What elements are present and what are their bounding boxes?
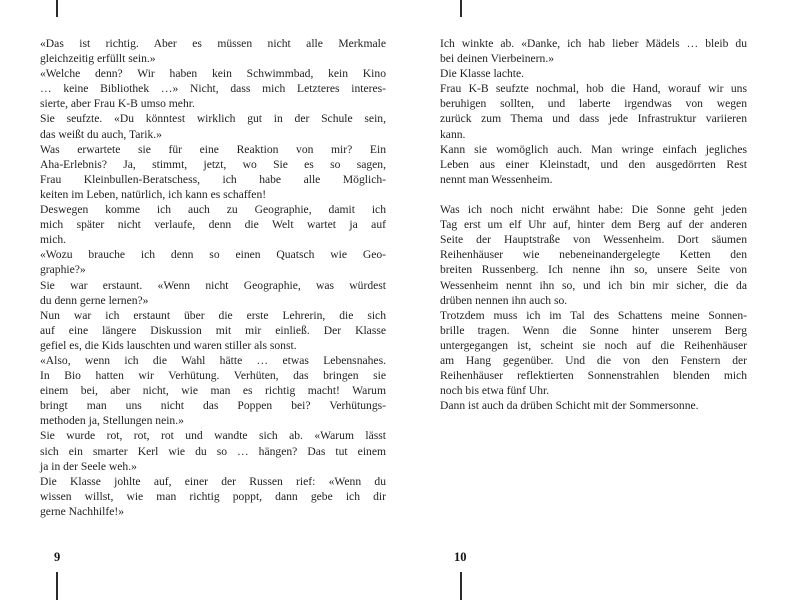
- text-line: auf eine längere Diskussion mit mir einließ. Der Klasse: [40, 323, 386, 337]
- text-line: beruhigen sollten, und laberte irgendwas von wegen: [440, 97, 747, 111]
- paragraph: [40, 247, 386, 277]
- text-line: Nun war ich erstaunt über die erste Lehrerin, die sich: [40, 308, 386, 322]
- paragraph: [40, 308, 386, 353]
- text-line: einem bei, aber nicht, wie man es richtig macht! Warum: [40, 384, 386, 398]
- paragraph: [40, 474, 386, 519]
- paragraph: [40, 111, 386, 141]
- text-line: methoden ja, Stellungen nein.»: [40, 414, 184, 428]
- text-line: keiten im Leben, natürlich, ich kann es schaffen!: [40, 187, 267, 201]
- text-line: In Bio hatten wir Verhütung. Verhüten, das bringen sie: [40, 369, 386, 383]
- paragraph: [40, 202, 386, 247]
- text-line: gleichzeitig erfüllt sein.»: [40, 52, 156, 66]
- text-line: «Wozu brauche ich denn so einen Quatsch wie Geo-: [40, 248, 386, 262]
- text-line: gerne Nachhilfe!»: [40, 504, 125, 518]
- text-line: Sie seufzte. «Du könntest wirklich gut in der Schule sein,: [40, 112, 386, 126]
- text-line: Wessenheim nennt ihn so, und ich bin mir sicher, die da: [440, 278, 747, 292]
- text-line: … keine Bibliothek …» Nicht, dass mich Letzteres interes-: [40, 82, 386, 96]
- text-line: Leben aus einer Kleinstadt, und den ausgedörrten Rest: [440, 157, 747, 171]
- text-line: gefiel es, die Kids lauschten und waren stiller als sonst.: [40, 338, 297, 352]
- text-line: «Also, wenn ich die Wahl hätte … etwas Lebensnahes.: [40, 353, 386, 367]
- text-line: ja in der Seele weh.»: [40, 459, 137, 473]
- text-line: drüben nennen ihn auch so.: [440, 293, 568, 307]
- text-line: Ich winkte ab. «Danke, ich hab lieber Mädels … bleib du: [440, 37, 747, 50]
- paragraph: [440, 308, 747, 399]
- paragraph: [40, 36, 386, 66]
- text-line: bringt man uns nicht das Poppen bei? Verhütungs-: [40, 399, 386, 413]
- page-number-left: 9: [54, 550, 61, 564]
- text-line: sich ein smarter Kerl wie du so … hängen? Das tut einem: [40, 444, 386, 458]
- paragraph: [40, 353, 386, 428]
- text-line: Frau Kleinbullen-Beratschess, ich habe alle Möglich-: [40, 172, 386, 186]
- text-line: «Welche denn? Wir haben kein Schwimmbad, kein Kino: [40, 67, 386, 81]
- text-line: nennt man Wessenheim.: [440, 172, 553, 186]
- text-line: mich später nicht verlaufe, denn die Welt wartet ja auf: [40, 218, 386, 232]
- crop-mark-top-right: [460, 0, 462, 17]
- text-line: mich.: [40, 233, 67, 247]
- text-line: Kann sie womöglich auch. Man wringe einfach jegliches: [440, 142, 747, 156]
- text-line: «Das ist richtig. Aber es müssen nicht alle Merkmale: [40, 37, 386, 50]
- paragraph: [40, 428, 386, 473]
- page-left-text-column: [40, 36, 386, 519]
- text-line: Reihenhäuser reflektierten Sonnenstrahlen blenden mich: [440, 369, 747, 383]
- paragraph: [440, 142, 747, 187]
- paragraph: [440, 66, 747, 81]
- paragraph: [440, 202, 747, 308]
- text-line: untergegangen ist, scheint sie noch auf die Reihenhäuser: [440, 338, 747, 352]
- text-line: zurück zum Thema und dass jede Infrastruktur variieren: [440, 112, 747, 126]
- text-line: Deswegen komme ich auch zu Geographie, damit ich: [40, 203, 386, 217]
- text-line: Was ich noch nicht erwähnt habe: Die Sonne geht jeden: [440, 203, 747, 217]
- paragraph: [40, 142, 386, 202]
- crop-mark-bottom-left: [56, 572, 58, 600]
- text-line: wissen willst, wie man richtig poppt, dann gebe ich dir: [40, 489, 386, 503]
- crop-mark-top-left: [56, 0, 58, 17]
- text-line: du denn gerne lernen?»: [40, 293, 149, 307]
- text-line: Sie war erstaunt. «Wenn nicht Geographie, was würdest: [40, 278, 386, 292]
- page-number-right: 10: [454, 550, 467, 564]
- text-line: am Hang gegenüber. Und die von den Fenstern der: [440, 353, 747, 367]
- text-line: Was erwartete sie für eine Reaktion von mir? Ein: [40, 142, 386, 156]
- text-line: sierte, aber Frau K-B umso mehr.: [40, 97, 195, 111]
- text-line: das weißt du auch, Tarik.»: [40, 127, 162, 141]
- text-line: Frau K-B seufzte nochmal, hob die Hand, worauf wir uns: [440, 82, 747, 96]
- text-line: bei deinen Vierbeinern.»: [440, 52, 555, 66]
- text-line: Reihenhäuser wie nebeneinandergelegte Ketten den: [440, 248, 747, 262]
- text-line: Sie wurde rot, rot, rot und wandte sich ab. «Warum lässt: [40, 429, 386, 443]
- text-line: Dann ist auch da drüben Schicht mit der Sommersonne.: [440, 399, 699, 413]
- text-line: Trotzdem muss ich im Tal des Schattens meine Sonnen-: [440, 308, 747, 322]
- paragraph: [40, 278, 386, 308]
- page-right-text-column: [440, 36, 747, 413]
- text-line: Aha-Erlebnis? Ja, stimmt, jetzt, wo Sie es so sagen,: [40, 157, 386, 171]
- text-line: noch bis etwa fünf Uhr.: [440, 384, 550, 398]
- text-line: brille tragen. Wenn die Sonne hinter unserem Berg: [440, 323, 747, 337]
- text-line: Tag erst um elf Uhr auf, hinter dem Berg auf der anderen: [440, 218, 747, 232]
- paragraph: [440, 81, 747, 141]
- crop-mark-bottom-right: [460, 572, 462, 600]
- paragraph: [440, 36, 747, 66]
- text-line: kann.: [440, 127, 466, 141]
- text-line: Die Klasse lachte.: [440, 67, 525, 81]
- text-line: graphie?»: [40, 263, 86, 277]
- text-line: breiten Russenberg. Ich nenne ihn so, unsere Seite von: [440, 263, 747, 277]
- paragraph: [440, 398, 747, 413]
- text-line: Seite der Hauptstraße von Wessenheim. Dort säumen: [440, 233, 747, 247]
- paragraph: [40, 66, 386, 111]
- text-line: Die Klasse johlte auf, einer der Russen rief: «Wenn du: [40, 474, 386, 488]
